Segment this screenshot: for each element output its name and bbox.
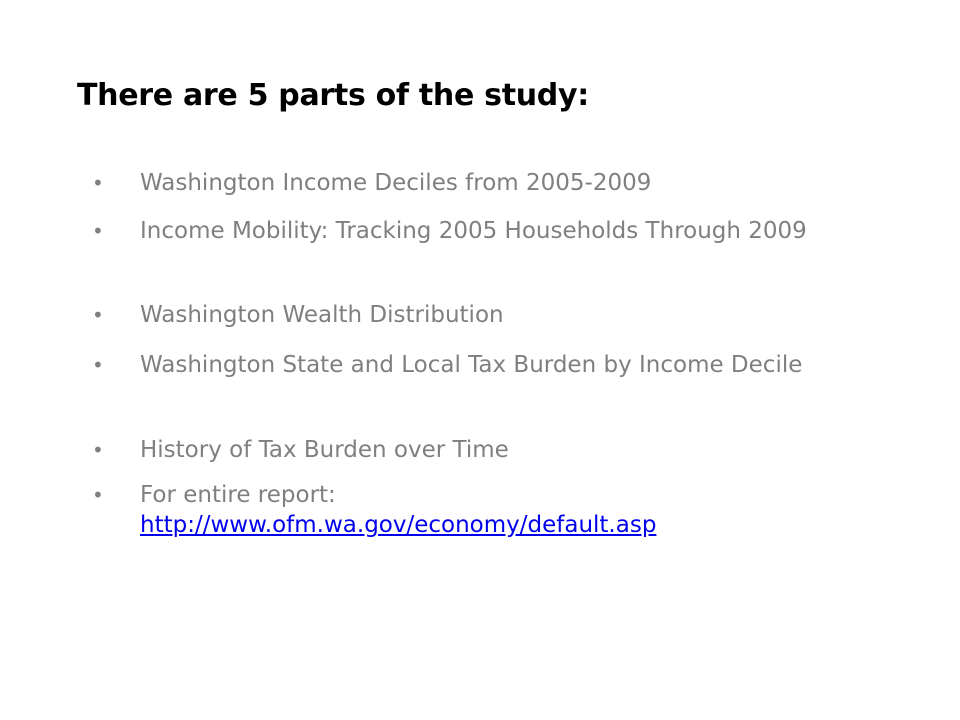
list-item xyxy=(92,168,832,198)
bullet-text: History of Tax Burden over Time xyxy=(140,437,509,463)
list-item xyxy=(92,350,832,380)
report-link[interactable]: http://www.ofm.wa.gov/economy/default.asp xyxy=(140,512,657,538)
bullet-icon: • xyxy=(92,438,104,462)
bullet-icon: • xyxy=(92,219,104,243)
bullet-text: Washington Income Deciles from 2005-2009 xyxy=(140,170,652,196)
bullet-icon: • xyxy=(92,171,104,195)
list-item xyxy=(92,480,832,540)
bullet-text: Income Mobility: Tracking 2005 Households Through 2009 xyxy=(140,218,807,244)
bullet-icon: • xyxy=(92,353,104,377)
bullet-icon: • xyxy=(92,483,104,507)
bullet-text: Washington Wealth Distribution xyxy=(140,302,504,328)
bullet-icon: • xyxy=(92,303,104,327)
list-item xyxy=(92,435,832,465)
bullet-text: Washington State and Local Tax Burden by Income Decile xyxy=(140,352,803,378)
list-item xyxy=(92,216,832,246)
slide-title: There are 5 parts of the study: xyxy=(77,78,589,113)
list-item xyxy=(92,300,832,330)
bullet-text-with-link xyxy=(140,480,832,540)
report-label: For entire report: xyxy=(140,482,336,508)
